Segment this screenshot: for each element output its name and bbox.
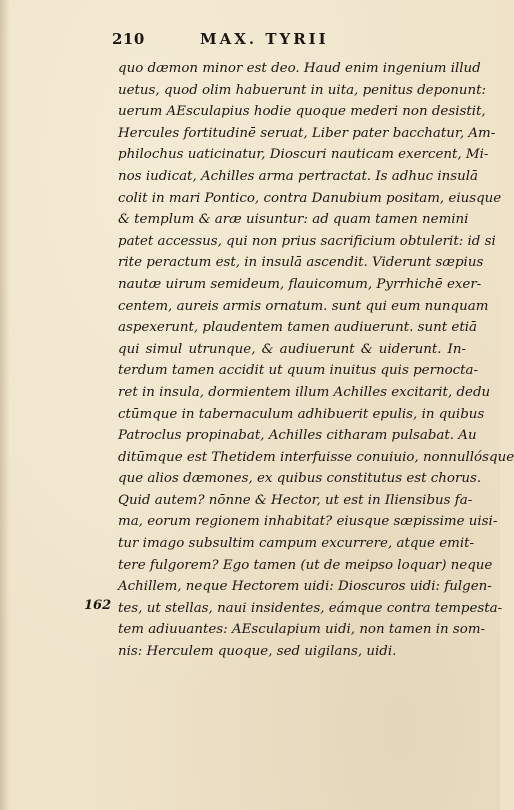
- text-line: nautæ uirum semideum, flauicomum, Pyrrhichē exer-: [118, 276, 482, 292]
- margin-page-reference: 162: [84, 598, 112, 613]
- page-header: [112, 30, 382, 52]
- text-line: qui simul utrunque, & audiuerunt & uiderunt. In-: [118, 341, 466, 357]
- text-line: patet accessus, qui non prius sacrificium obtulerit: id si: [118, 233, 496, 249]
- text-line: tem adiuuantes: AEsculapium uidi, non tamen in som-: [118, 622, 486, 638]
- text-line: uetus, quod olim habuerunt in uita, penitus deponunt:: [118, 82, 487, 98]
- text-line: colit in mari Pontico, contra Danubium positam, eiusque: [118, 190, 502, 206]
- text-line: tere fulgorem? Ego tamen (ut de meipso loquar) neque: [118, 557, 493, 573]
- text-line: terdum tamen accidit ut quum inuitus quis pernocta-: [118, 363, 479, 379]
- text-line: aspexerunt, plaudentem tamen audiuerunt. sunt etiā: [118, 320, 477, 336]
- text-line: Hercules fortitudinē seruat, Liber pater bacchatur, Am-: [118, 125, 496, 141]
- page-number: 210: [112, 30, 145, 48]
- text-line: tes, ut stellas, naui insidentes, eámque contra tempesta-: [118, 600, 503, 616]
- text-line: uerum AEsculapius hodie quoque mederi non desistit,: [118, 104, 486, 120]
- text-line: ma, eorum regionem inhabitat? eiusque sæpissime uisi-: [118, 514, 498, 530]
- text-line: que alios dæmones, ex quibus constitutus est chorus.: [118, 471, 482, 487]
- text-line: centem, aureis armis ornatum. sunt qui eum nunquam: [118, 298, 489, 314]
- body-text: [118, 58, 514, 663]
- text-line: philochus uaticinatur, Dioscuri nauticam exercent, Mi-: [118, 147, 489, 163]
- text-line: Patroclus propinabat, Achilles citharam pulsabat. Au: [118, 428, 477, 444]
- text-line: quo dæmon minor est deo. Haud enim ingenium illud: [118, 61, 481, 76]
- text-line: ret in insula, dormientem illum Achilles excitarit, dedu: [118, 384, 491, 400]
- text-line: ditūmque est Thetidem interfuisse conuiuio, nonnullósque: [118, 449, 514, 465]
- text-line: ctūmque in tabernaculum adhibuerit epulis, in quibus: [118, 406, 485, 422]
- text-line: Achillem, neque Hectorem uidi: Dioscuros uidi: fulgen-: [118, 579, 492, 595]
- text-line: nos iudicat, Achilles arma pertractat. Is adhuc insulā: [118, 168, 479, 184]
- text-line: tur imago subsultim campum excurrere, atque emit-: [118, 536, 475, 552]
- gutter-shadow: [0, 0, 10, 810]
- running-head: MAX. TYRII: [200, 30, 329, 48]
- text-line: Quid autem? nōnne & Hector, ut est in Iliensibus fa-: [118, 492, 473, 508]
- text-line: nis: Herculem quoque, sed uigilans, uidi.: [118, 644, 397, 660]
- text-line: & templum & aræ uisuntur: ad quam tamen nemini: [118, 212, 469, 228]
- text-line: rite peractum est, in insulā ascendit. Viderunt sæpius: [118, 255, 484, 271]
